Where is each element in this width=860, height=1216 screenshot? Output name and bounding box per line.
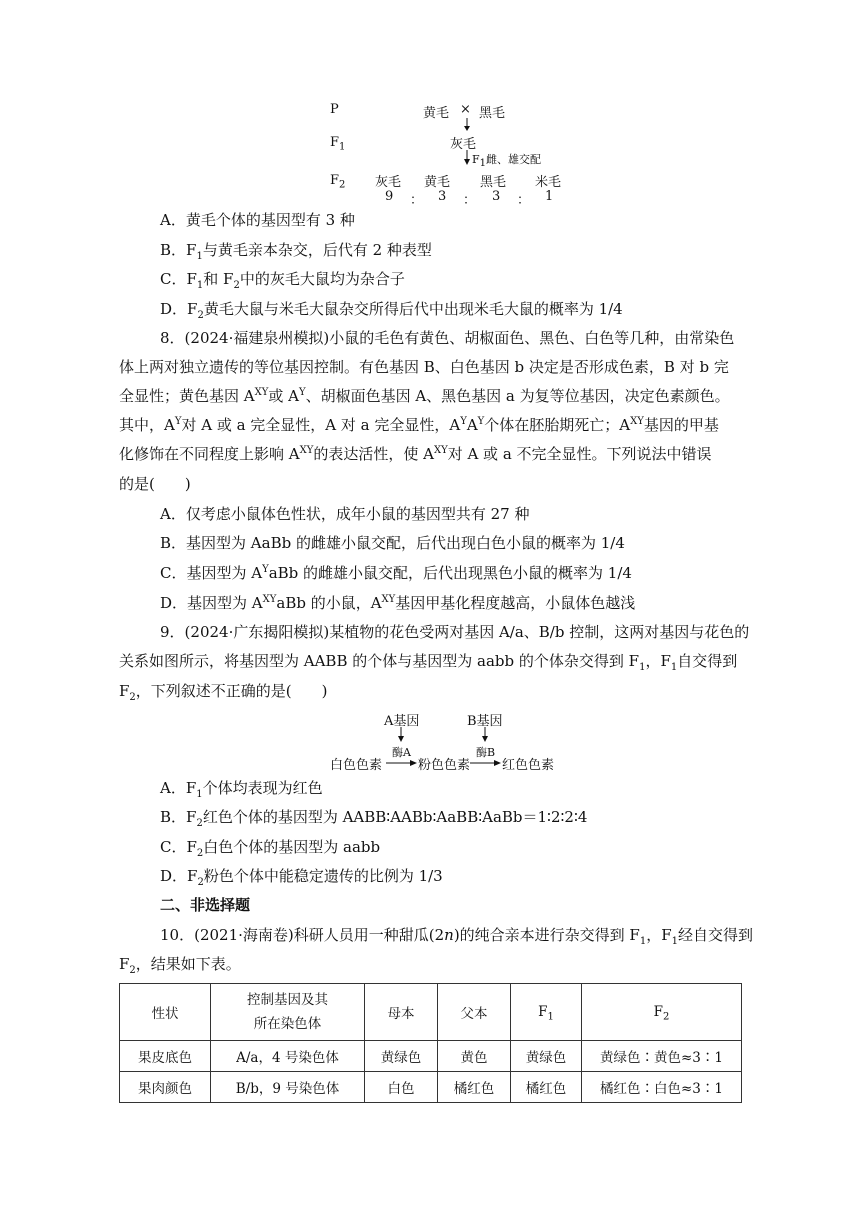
mating-note: $F_1$雌、雄交配 [472,153,542,170]
q9-line-1: 9．(2024·广东揭阳模拟)某植物的花色受两对基因 A/a、B/b 控制，这两对基因与花色的 [160,623,750,641]
q8-line-3: 全显性；黄色基因 $A^{XY}$或 $A^Y$、胡椒面色基因 A、黑色基因 a 为复等位基因，决定色素颜色。 [119,387,730,405]
red-pigment: 红色色素 [502,758,555,773]
header-gene: 控制基因及其 所在染色体 [211,984,365,1041]
table-row [120,1072,742,1103]
q9-option-a: A．$F_1$个体均表现为红色 [160,779,323,800]
ratio-colon: ： [410,193,424,208]
ratio-9: 9 [385,189,394,204]
table-cell: 黄绿色∶黄色≈3∶1 [582,1041,742,1072]
f2-black: 黑毛 [480,175,507,190]
q8-line-4: 其中，$A^Y$对 A 或 a 完全显性，A 对 a 完全显性，$A^YA^Y$个体在胚胎期死亡；$A^{XY}$基因的甲基 [119,416,719,434]
table-header-row [120,984,742,1041]
ratio-colon: ： [463,193,477,208]
f2-rice: 米毛 [535,175,562,190]
table-cell: 橘红色 [438,1072,511,1103]
ratio-colon: ： [517,193,531,208]
table-cell: 橘红色∶白色≈3∶1 [582,1072,742,1103]
q9-line-3: $F_2$，下列叙述不正确的是( ) [119,682,328,703]
q7-option-d: D．$F_2$黄毛大鼠与米毛大鼠杂交所得后代中出现米毛大鼠的概率为 1/4 [160,300,623,321]
table-cell: 黄绿色 [365,1041,438,1072]
ratio-1: 1 [545,189,554,204]
header-trait: 性状 [120,984,211,1041]
f1-gray: 灰毛 [450,137,477,152]
q8-line-6: 的是( ) [119,475,191,493]
q9-line-2: 关系如图所示，将基因型为 AABB 的个体与基因型为 aabb 的个体杂交得到 $F_1$，$F_1$自交得到 [119,652,738,673]
table-cell: 橘红色 [511,1072,582,1103]
white-pigment: 白色色素 [330,758,383,773]
q9-option-c: C．$F_2$白色个体的基因型为 aabb [160,838,381,859]
q7-option-a: A．黄毛个体的基因型有 3 种 [160,211,355,229]
enzyme-a-label: 酶A [392,746,411,759]
table-cell: 果皮底色 [120,1041,211,1072]
q8-option-d: D．基因型为 $A^{XY}aBb$ 的小鼠，$A^{XY}$基因甲基化程度越高，小鼠体色越浅 [160,594,636,612]
ratio-3b: 3 [492,189,501,204]
table-cell: B/b，9 号染色体 [211,1072,365,1103]
q9-option-d: D．$F_2$粉色个体中能稳定遗传的比例为 1/3 [160,867,443,888]
q10-line-1: 10．(2021·海南卷)科研人员用一种甜瓜(2n)的纯合亲本进行杂交得到 $F_1$，$F_1$经自交得到 [160,926,754,947]
gene-a-label: A基因 [384,714,420,729]
table-cell: 果肉颜色 [120,1072,211,1103]
cross-symbol: × [460,102,471,117]
q10-line-2: $F_2$，结果如下表。 [119,955,241,976]
f2-label: $F_2$ [330,173,346,191]
header-f1: $F_1$ [511,984,582,1041]
table-cell: 黄色 [438,1041,511,1072]
arrow-white-to-pink [386,758,418,768]
results-table [119,983,742,1103]
ratio-3a: 3 [438,189,447,204]
enzyme-b-label: 酶B [476,746,496,759]
table-cell: A/a，4 号染色体 [211,1041,365,1072]
arrow-gene-b [480,727,490,743]
table-cell: 白色 [365,1072,438,1103]
q7-option-c: C．$F_1$和 $F_2$中的灰毛大鼠均为杂合子 [160,270,405,291]
arrow-gene-a [396,727,406,743]
f1-label: $F_1$ [330,135,346,153]
p-label: P [330,102,339,117]
q8-option-a: A．仅考虑小鼠体色性状，成年小鼠的基因型共有 27 种 [160,505,530,523]
p-black: 黑毛 [479,106,506,121]
header-f2: $F_2$ [582,984,742,1041]
header-mother: 母本 [365,984,438,1041]
arrow-f1-f2 [462,150,472,166]
section-heading: 二、非选择题 [160,896,251,914]
arrow-p-f1 [462,118,472,132]
q8-line-1: 8．(2024·福建泉州模拟)小鼠的毛色有黄色、胡椒面色、黑色、白色等几种，由常染色 [160,329,735,347]
p-yellow: 黄毛 [423,106,450,121]
q7-option-b: B．$F_1$与黄毛亲本杂交，后代有 2 种表型 [160,241,432,262]
table-cell: 黄绿色 [511,1041,582,1072]
f2-yellow: 黄毛 [424,175,451,190]
arrow-pink-to-red [470,758,502,768]
q8-line-5: 化修饰在不同程度上影响 $A^{XY}$的表达活性，使 $A^{XY}$对 A 或 a 不完全显性。下列说法中错误 [119,445,712,463]
f2-gray: 灰毛 [375,175,402,190]
q8-option-c: C．基因型为 $A^YaBb$ 的雌雄小鼠交配，后代出现黑色小鼠的概率为 1/4 [160,564,632,582]
header-father: 父本 [438,984,511,1041]
pink-pigment: 粉色色素 [418,758,471,773]
q8-line-2: 体上两对独立遗传的等位基因控制。有色基因 B、白色基因 b 决定是否形成色素，B 对 b 完 [119,358,729,376]
gene-b-label: B基因 [467,714,503,729]
table-row [120,1041,742,1072]
q9-option-b: B．$F_2$红色个体的基因型为 AABB∶AABb∶AaBB∶AaBb＝1∶2∶2∶4 [160,808,588,829]
q8-option-b: B．基因型为 AaBb 的雌雄小鼠交配，后代出现白色小鼠的概率为 1/4 [160,534,625,552]
